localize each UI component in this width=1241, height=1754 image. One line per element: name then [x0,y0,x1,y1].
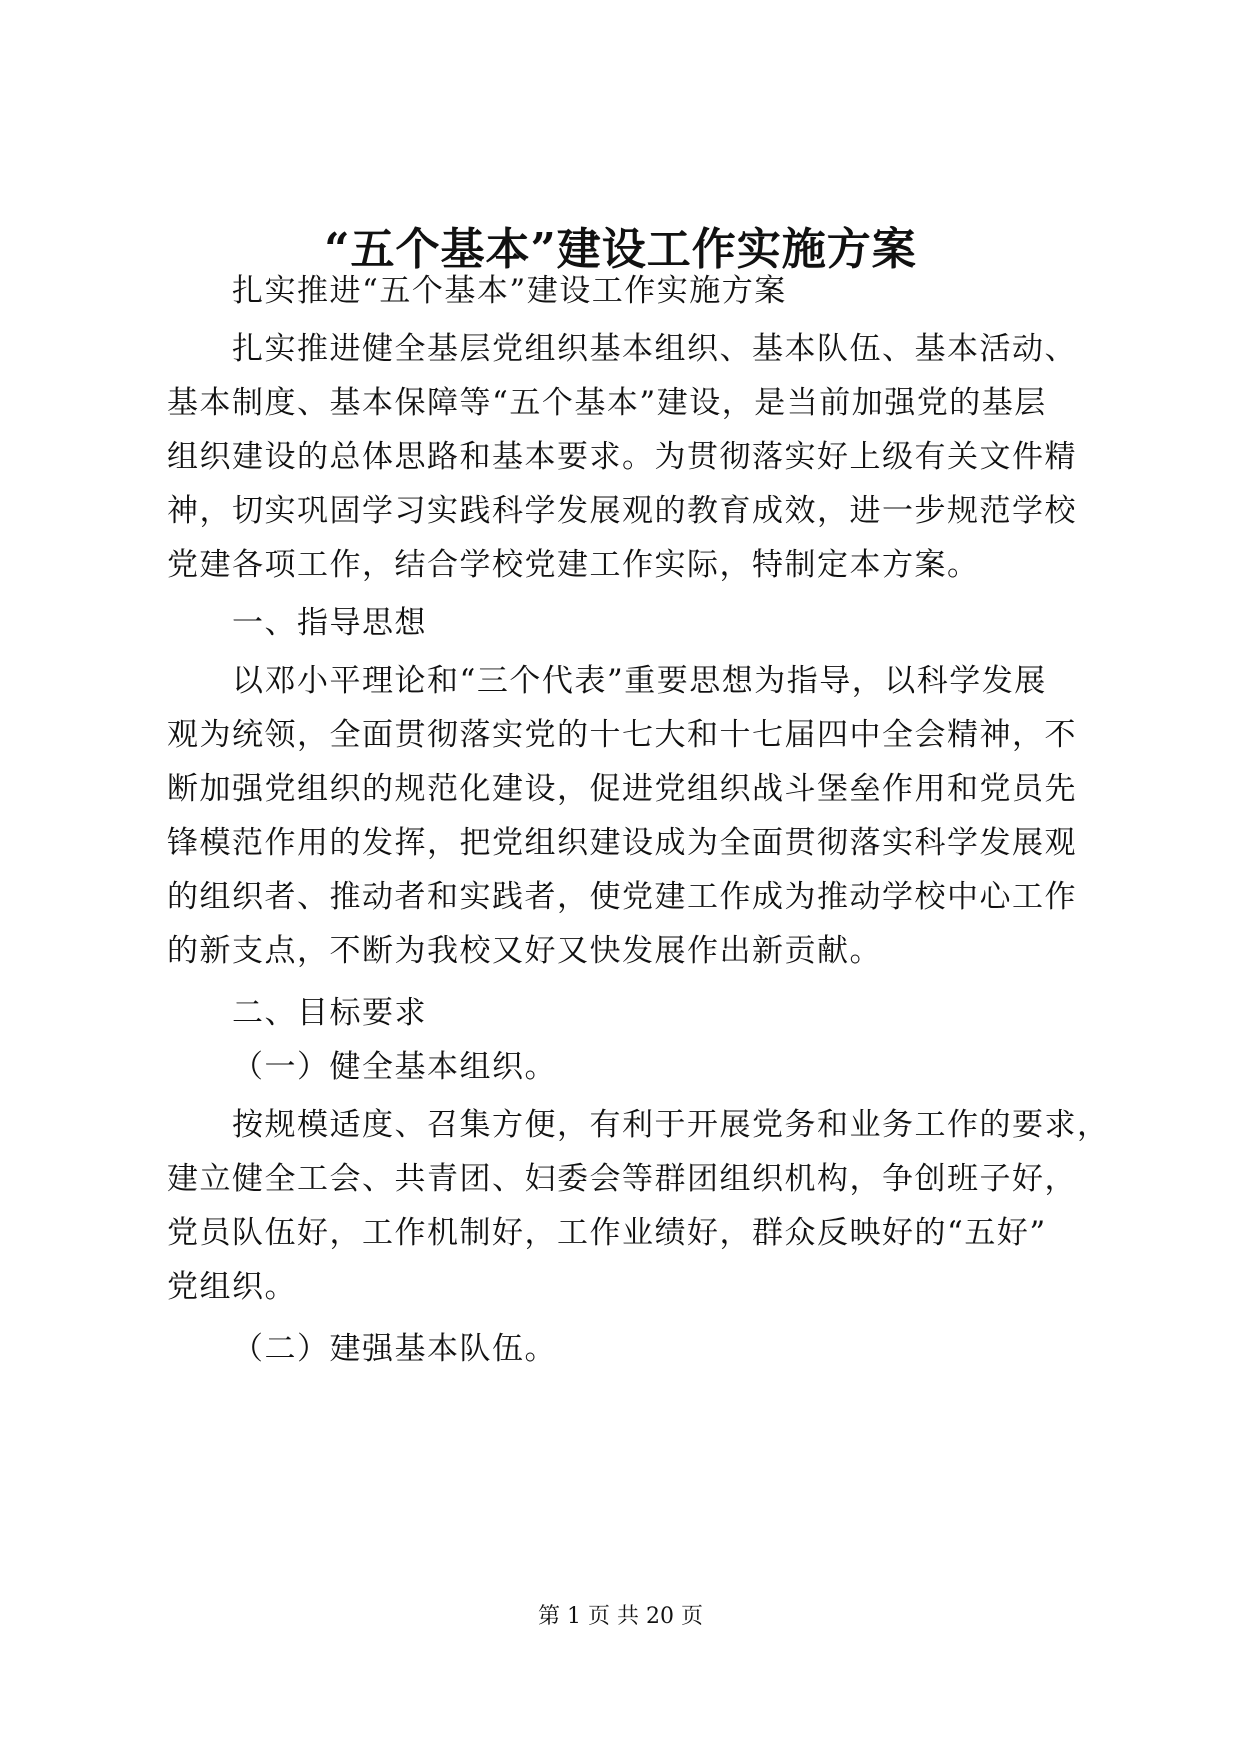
paragraph-line: 党组织。 [167,1269,297,1305]
paragraph-line: 建立健全工会、共青团、妇委会等群团组织机构，争创班子好， [167,1161,1077,1197]
paragraph-line: 的新支点，不断为我校又好又快发展作出新贡献。 [167,933,882,969]
paragraph-line: 扎实推进健全基层党组织基本组织、基本队伍、基本活动、 [232,331,1077,367]
paragraph-line: 党建各项工作，结合学校党建工作实际，特制定本方案。 [167,547,980,583]
paragraph-line: 以邓小平理论和“三个代表”重要思想为指导，以科学发展 [232,663,1047,699]
paragraph-line: 观为统领，全面贯彻落实党的十七大和十七届四中全会精神，不 [167,717,1077,753]
paragraph-line: 按规模适度、召集方便，有利于开展党务和业务工作的要求， [232,1107,1110,1143]
paragraph-line: 断加强党组织的规范化建设，促进党组织战斗堡垒作用和党员先 [167,771,1077,807]
paragraph-line: 神，切实巩固学习实践科学发展观的教育成效，进一步规范学校 [167,493,1077,529]
section-heading: 一、指导思想 [232,605,427,641]
subtitle-line: 扎实推进“五个基本”建设工作实施方案 [232,273,787,309]
paragraph-line: 的组织者、推动者和实践者，使党建工作成为推动学校中心工作 [167,879,1077,915]
subsection-heading: （一）健全基本组织。 [232,1049,557,1085]
paragraph-line: 组织建设的总体思路和基本要求。为贯彻落实好上级有关文件精 [167,439,1077,475]
paragraph-line: 党员队伍好，工作机制好，工作业绩好，群众反映好的“五好” [167,1215,1047,1251]
subsection-heading: （二）建强基本队伍。 [232,1331,557,1367]
section-heading: 二、目标要求 [232,995,427,1031]
page-footer: 第 1 页 共 20 页 [538,1604,703,1629]
paragraph-line: 基本制度、基本保障等“五个基本”建设，是当前加强党的基层 [167,385,1047,421]
paragraph-line: 锋模范作用的发挥，把党组织建设成为全面贯彻落实科学发展观 [167,825,1077,861]
document-title: “五个基本”建设工作实施方案 [324,224,917,275]
